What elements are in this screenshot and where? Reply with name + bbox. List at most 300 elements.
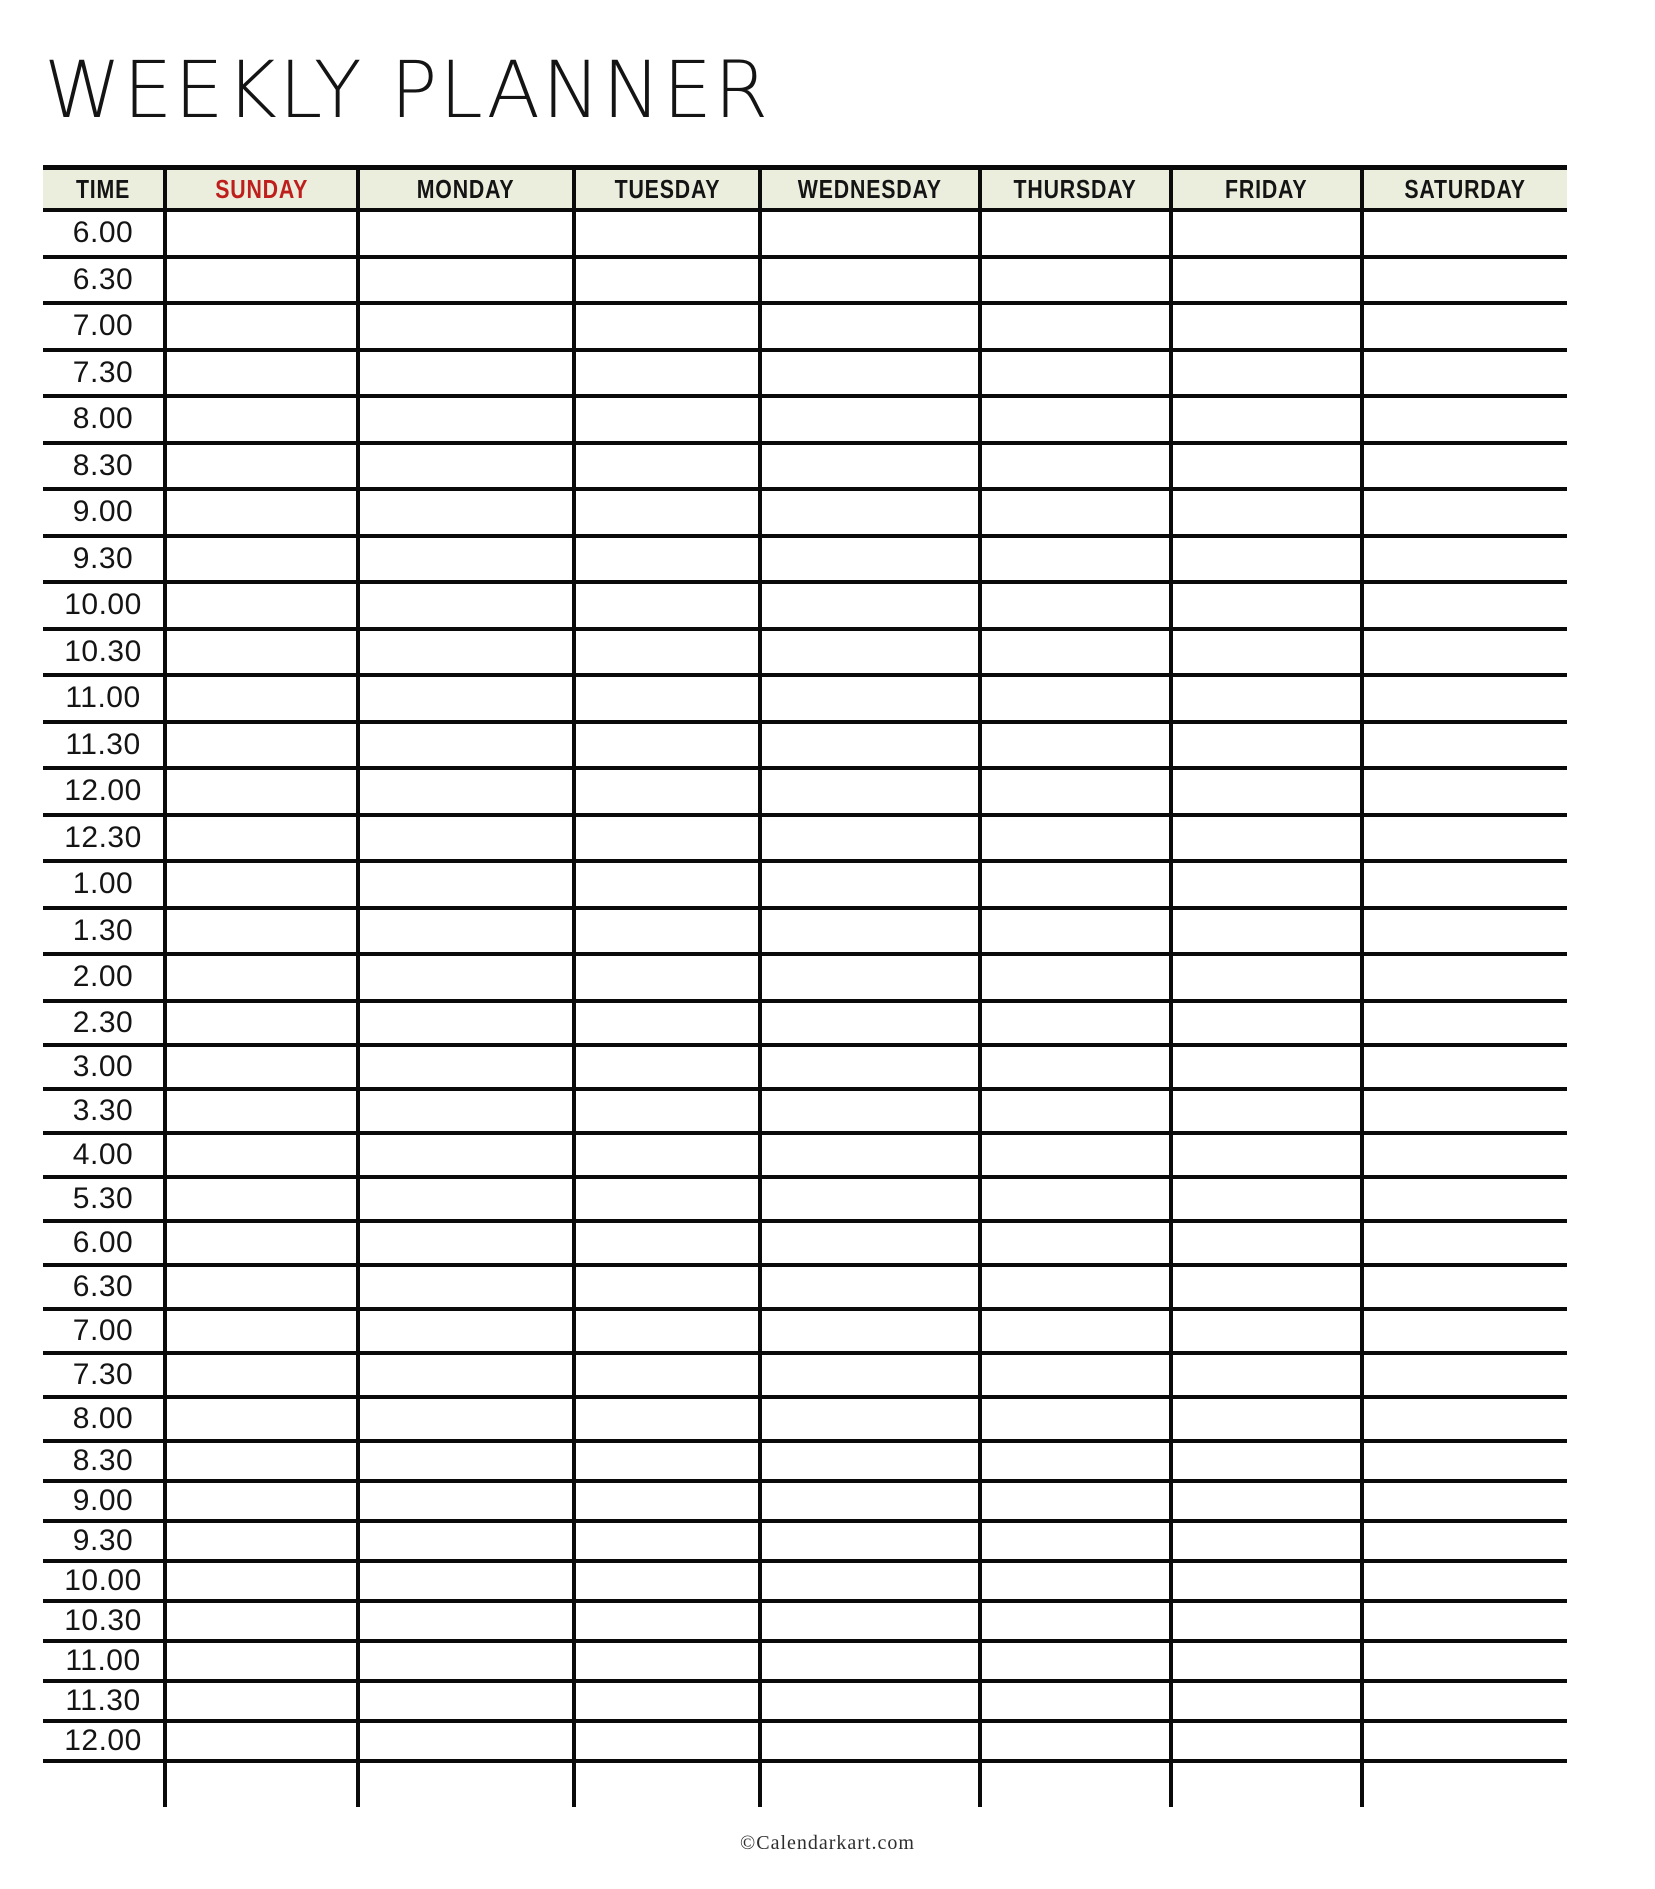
slot-cell: [978, 724, 1169, 767]
slot-cell: [163, 1443, 356, 1479]
time-cell: 3.00: [72, 1049, 134, 1083]
slot-cell: [1169, 1563, 1360, 1599]
slot-cell: [978, 631, 1169, 674]
slot-cell: [758, 1135, 978, 1175]
slot-cell: [1169, 259, 1360, 302]
slot-cell: [163, 1223, 356, 1263]
slot-cell: [1360, 910, 1567, 953]
planner-row: [43, 910, 1567, 957]
slot-cell: [572, 1683, 758, 1719]
slot-cell: [1360, 1223, 1567, 1263]
slot-cell: [163, 677, 356, 720]
slot-cell: [1169, 212, 1360, 255]
slot-cell: [356, 863, 572, 906]
slot-cell: [572, 770, 758, 813]
stub-slot-cell: [978, 1763, 1169, 1807]
slot-cell: [163, 1399, 356, 1439]
slot-cell: [1360, 1603, 1567, 1639]
slot-cell: [1169, 584, 1360, 627]
slot-cell: [758, 724, 978, 767]
header-cell-tuesday-label: TUESDAY: [614, 173, 720, 204]
planner-row: [43, 1135, 1567, 1179]
footer-credit: ©Calendarkart.com: [740, 1832, 915, 1854]
slot-cell: [1360, 677, 1567, 720]
time-cell: 10.00: [64, 1563, 142, 1597]
slot-cell: [572, 631, 758, 674]
slot-cell: [356, 724, 572, 767]
slot-cell: [572, 445, 758, 488]
slot-cell: [1360, 1267, 1567, 1307]
slot-cell: [1169, 352, 1360, 395]
header-cell-wednesday: [758, 170, 978, 208]
time-cell: 7.00: [72, 1313, 134, 1347]
slot-cell: [356, 1523, 572, 1559]
planner-row: [43, 724, 1567, 771]
slot-cell: [1169, 677, 1360, 720]
slot-cell: [1360, 1399, 1567, 1439]
slot-cell: [1169, 1223, 1360, 1263]
slot-cell: [1169, 538, 1360, 581]
slot-cell: [163, 1267, 356, 1307]
slot-cell: [1169, 1523, 1360, 1559]
slot-cell: [1360, 1683, 1567, 1719]
header-cell-sunday: [163, 170, 356, 208]
header-cell-time: [43, 170, 163, 208]
slot-cell: [356, 584, 572, 627]
slot-cell: [163, 1355, 356, 1395]
slot-cell: [1360, 1563, 1567, 1599]
slot-cell: [356, 1443, 572, 1479]
slot-cell: [572, 1603, 758, 1639]
planner-row: [43, 770, 1567, 817]
slot-cell: [356, 398, 572, 441]
slot-cell: [758, 770, 978, 813]
time-cell: 11.00: [65, 1643, 141, 1677]
slot-cell: [1360, 212, 1567, 255]
stub-time-cell: [43, 1763, 163, 1807]
slot-cell: [163, 1091, 356, 1131]
slot-cell: [978, 352, 1169, 395]
slot-cell: [978, 677, 1169, 720]
slot-cell: [356, 1355, 572, 1395]
planner-row: [43, 1047, 1567, 1091]
slot-cell: [356, 1311, 572, 1351]
slot-cell: [163, 1643, 356, 1679]
slot-cell: [1169, 1483, 1360, 1519]
slot-cell: [758, 212, 978, 255]
slot-cell: [758, 910, 978, 953]
slot-cell: [163, 1003, 356, 1043]
slot-cell: [978, 538, 1169, 581]
stub-slot-cell: [356, 1763, 572, 1807]
slot-cell: [572, 677, 758, 720]
slot-cell: [572, 1399, 758, 1439]
time-cell: 7.30: [72, 1357, 134, 1391]
time-cell: 8.30: [72, 448, 134, 482]
header-cell-sunday-label: SUNDAY: [215, 173, 308, 204]
slot-cell: [978, 863, 1169, 906]
planner-row: [43, 1223, 1567, 1267]
slot-cell: [758, 1683, 978, 1719]
slot-cell: [163, 1047, 356, 1087]
slot-cell: [1169, 1267, 1360, 1307]
slot-cell: [978, 445, 1169, 488]
slot-cell: [572, 910, 758, 953]
slot-cell: [356, 1179, 572, 1219]
slot-cell: [163, 538, 356, 581]
slot-cell: [758, 1603, 978, 1639]
slot-cell: [1169, 491, 1360, 534]
slot-cell: [758, 538, 978, 581]
slot-cell: [758, 1003, 978, 1043]
slot-cell: [978, 817, 1169, 860]
planner-row: [43, 305, 1567, 352]
slot-cell: [572, 305, 758, 348]
slot-cell: [1360, 445, 1567, 488]
slot-cell: [356, 1223, 572, 1263]
slot-cell: [572, 817, 758, 860]
time-cell: 2.00: [72, 960, 134, 994]
slot-cell: [163, 863, 356, 906]
planner-row: [43, 1523, 1567, 1563]
planner-row: [43, 863, 1567, 910]
slot-cell: [356, 259, 572, 302]
slot-cell: [356, 1091, 572, 1131]
slot-cell: [163, 1135, 356, 1175]
slot-cell: [356, 1047, 572, 1087]
planner-row: [43, 491, 1567, 538]
slot-cell: [163, 445, 356, 488]
slot-cell: [978, 1683, 1169, 1719]
slot-cell: [1360, 398, 1567, 441]
slot-cell: [978, 1603, 1169, 1639]
slot-cell: [572, 538, 758, 581]
slot-cell: [572, 491, 758, 534]
slot-cell: [572, 1047, 758, 1087]
slot-cell: [356, 817, 572, 860]
slot-cell: [758, 1399, 978, 1439]
slot-cell: [356, 770, 572, 813]
slot-cell: [163, 1179, 356, 1219]
planner-row: [43, 1563, 1567, 1603]
slot-cell: [978, 1003, 1169, 1043]
slot-cell: [978, 1267, 1169, 1307]
slot-cell: [163, 259, 356, 302]
slot-cell: [1169, 1683, 1360, 1719]
slot-cell: [163, 770, 356, 813]
slot-cell: [978, 1483, 1169, 1519]
slot-cell: [1169, 1603, 1360, 1639]
planner-row: [43, 1179, 1567, 1223]
slot-cell: [758, 1643, 978, 1679]
slot-cell: [572, 398, 758, 441]
slot-cell: [1360, 724, 1567, 767]
slot-cell: [1169, 1091, 1360, 1131]
slot-cell: [163, 1683, 356, 1719]
grid-stub-row: [43, 1763, 1567, 1807]
time-cell: 6.30: [72, 1269, 134, 1303]
slot-cell: [978, 1223, 1169, 1263]
slot-cell: [1360, 305, 1567, 348]
slot-cell: [978, 1563, 1169, 1599]
slot-cell: [572, 1091, 758, 1131]
slot-cell: [163, 817, 356, 860]
slot-cell: [1360, 584, 1567, 627]
slot-cell: [758, 1047, 978, 1087]
slot-cell: [572, 259, 758, 302]
time-cell: 8.30: [72, 1443, 134, 1477]
slot-cell: [356, 305, 572, 348]
time-cell: 7.30: [72, 355, 134, 389]
slot-cell: [1169, 724, 1360, 767]
slot-cell: [1169, 1135, 1360, 1175]
slot-cell: [572, 1135, 758, 1175]
slot-cell: [356, 1399, 572, 1439]
time-cell: 6.00: [72, 216, 134, 250]
slot-cell: [356, 212, 572, 255]
slot-cell: [163, 305, 356, 348]
slot-cell: [1360, 1047, 1567, 1087]
slot-cell: [572, 1723, 758, 1759]
slot-cell: [163, 212, 356, 255]
header-row: [43, 165, 1567, 212]
slot-cell: [356, 1603, 572, 1639]
header-cell-friday-label: FRIDAY: [1225, 173, 1308, 204]
slot-cell: [163, 398, 356, 441]
slot-cell: [572, 1355, 758, 1395]
slot-cell: [1360, 863, 1567, 906]
slot-cell: [758, 259, 978, 302]
slot-cell: [978, 584, 1169, 627]
slot-cell: [978, 491, 1169, 534]
slot-cell: [356, 1267, 572, 1307]
planner-row: [43, 1399, 1567, 1443]
slot-cell: [163, 724, 356, 767]
slot-cell: [356, 1723, 572, 1759]
slot-cell: [758, 445, 978, 488]
slot-cell: [978, 1135, 1169, 1175]
planner-row: [43, 584, 1567, 631]
slot-cell: [978, 956, 1169, 999]
time-cell: 6.00: [72, 1225, 134, 1259]
slot-cell: [1360, 1311, 1567, 1351]
slot-cell: [572, 1179, 758, 1219]
slot-cell: [1360, 1179, 1567, 1219]
slot-cell: [572, 1643, 758, 1679]
time-cell: 6.30: [72, 262, 134, 296]
slot-cell: [1360, 1723, 1567, 1759]
planner-row: [43, 817, 1567, 864]
slot-cell: [356, 677, 572, 720]
planner-row: [43, 538, 1567, 585]
slot-cell: [978, 398, 1169, 441]
slot-cell: [758, 352, 978, 395]
slot-cell: [758, 1563, 978, 1599]
slot-cell: [978, 1399, 1169, 1439]
slot-cell: [978, 1355, 1169, 1395]
slot-cell: [1169, 631, 1360, 674]
planner-row: [43, 631, 1567, 678]
header-cell-thursday: [978, 170, 1169, 208]
slot-cell: [758, 1723, 978, 1759]
planner-row: [43, 1643, 1567, 1683]
slot-cell: [163, 1603, 356, 1639]
time-cell: 10.30: [64, 634, 142, 668]
time-cell: 8.00: [72, 1401, 134, 1435]
slot-cell: [1169, 1355, 1360, 1395]
slot-cell: [1169, 956, 1360, 999]
slot-cell: [572, 212, 758, 255]
header-cell-saturday: [1360, 170, 1567, 208]
slot-cell: [1169, 1643, 1360, 1679]
time-cell: 1.00: [72, 867, 134, 901]
slot-cell: [1360, 1483, 1567, 1519]
slot-cell: [978, 212, 1169, 255]
slot-cell: [758, 1091, 978, 1131]
slot-cell: [356, 1003, 572, 1043]
slot-cell: [1169, 1443, 1360, 1479]
slot-cell: [572, 1311, 758, 1351]
time-cell: 9.00: [72, 1483, 134, 1517]
slot-cell: [356, 491, 572, 534]
slot-cell: [758, 398, 978, 441]
time-cell: 9.30: [72, 541, 134, 575]
time-cell: 11.30: [65, 1683, 141, 1717]
slot-cell: [572, 1483, 758, 1519]
slot-cell: [1360, 352, 1567, 395]
planner-row: [43, 212, 1567, 259]
slot-cell: [758, 956, 978, 999]
slot-cell: [163, 631, 356, 674]
slot-cell: [356, 910, 572, 953]
slot-cell: [1169, 817, 1360, 860]
slot-cell: [356, 352, 572, 395]
time-cell: 12.00: [64, 774, 142, 808]
slot-cell: [758, 305, 978, 348]
slot-cell: [163, 1723, 356, 1759]
slot-cell: [356, 1643, 572, 1679]
slot-cell: [758, 1267, 978, 1307]
slot-cell: [1360, 259, 1567, 302]
slot-cell: [163, 352, 356, 395]
slot-cell: [1169, 1179, 1360, 1219]
slot-cell: [1360, 956, 1567, 999]
stub-slot-cell: [758, 1763, 978, 1807]
header-cell-wednesday-label: WEDNESDAY: [797, 173, 943, 204]
slot-cell: [572, 956, 758, 999]
planner-row: [43, 1723, 1567, 1763]
slot-cell: [758, 677, 978, 720]
slot-cell: [1360, 1523, 1567, 1559]
slot-cell: [572, 584, 758, 627]
slot-cell: [572, 724, 758, 767]
stub-slot-cell: [1169, 1763, 1360, 1807]
planner-row: [43, 1683, 1567, 1723]
header-cell-time-label: TIME: [75, 173, 131, 204]
slot-cell: [1360, 1643, 1567, 1679]
slot-cell: [978, 910, 1169, 953]
slot-cell: [758, 491, 978, 534]
slot-cell: [978, 1523, 1169, 1559]
time-cell: 11.00: [65, 681, 141, 715]
time-cell: 7.00: [72, 309, 134, 343]
slot-cell: [356, 538, 572, 581]
time-cell: 8.00: [72, 402, 134, 436]
slot-cell: [163, 1311, 356, 1351]
slot-cell: [978, 1179, 1169, 1219]
slot-cell: [1169, 1047, 1360, 1087]
planner-row: [43, 677, 1567, 724]
slot-cell: [1169, 1003, 1360, 1043]
slot-cell: [1169, 305, 1360, 348]
slot-cell: [1169, 398, 1360, 441]
slot-cell: [978, 1443, 1169, 1479]
slot-cell: [1169, 1311, 1360, 1351]
slot-cell: [572, 352, 758, 395]
header-cell-thursday-label: THURSDAY: [1013, 173, 1138, 204]
slot-cell: [356, 1683, 572, 1719]
slot-cell: [1360, 491, 1567, 534]
slot-cell: [572, 1003, 758, 1043]
slot-cell: [572, 1523, 758, 1559]
slot-cell: [163, 910, 356, 953]
planner-row: [43, 1267, 1567, 1311]
stub-slot-cell: [572, 1763, 758, 1807]
time-cell: 9.30: [72, 1523, 134, 1557]
slot-cell: [978, 259, 1169, 302]
time-cell: 12.30: [64, 820, 142, 854]
planner-row: [43, 1443, 1567, 1483]
slot-cell: [572, 1563, 758, 1599]
slot-cell: [1169, 770, 1360, 813]
stub-slot-cell: [163, 1763, 356, 1807]
planner-row: [43, 1311, 1567, 1355]
planner-row: [43, 445, 1567, 492]
slot-cell: [758, 1523, 978, 1559]
time-cell: 11.30: [65, 727, 141, 761]
slot-cell: [758, 817, 978, 860]
slot-cell: [978, 1643, 1169, 1679]
header-cell-friday: [1169, 170, 1360, 208]
slot-cell: [163, 956, 356, 999]
header-cell-tuesday: [572, 170, 758, 208]
slot-cell: [1360, 1443, 1567, 1479]
slot-cell: [758, 1223, 978, 1263]
planner-row: [43, 398, 1567, 445]
slot-cell: [572, 1443, 758, 1479]
slot-cell: [356, 1563, 572, 1599]
slot-cell: [356, 956, 572, 999]
planner-row: [43, 1355, 1567, 1399]
slot-cell: [978, 1723, 1169, 1759]
slot-cell: [978, 305, 1169, 348]
planner-row: [43, 1603, 1567, 1643]
planner-row: [43, 1091, 1567, 1135]
time-cell: 1.30: [72, 913, 134, 947]
planner-body: [43, 212, 1567, 1763]
time-cell: 4.00: [72, 1137, 134, 1171]
time-cell: 2.30: [72, 1005, 134, 1039]
slot-cell: [978, 1311, 1169, 1351]
slot-cell: [1169, 1723, 1360, 1759]
header-cell-monday-label: MONDAY: [417, 173, 515, 204]
slot-cell: [1360, 1003, 1567, 1043]
time-cell: 9.00: [72, 495, 134, 529]
slot-cell: [1360, 1135, 1567, 1175]
slot-cell: [1169, 1399, 1360, 1439]
slot-cell: [1360, 1355, 1567, 1395]
planner-row: [43, 1003, 1567, 1047]
